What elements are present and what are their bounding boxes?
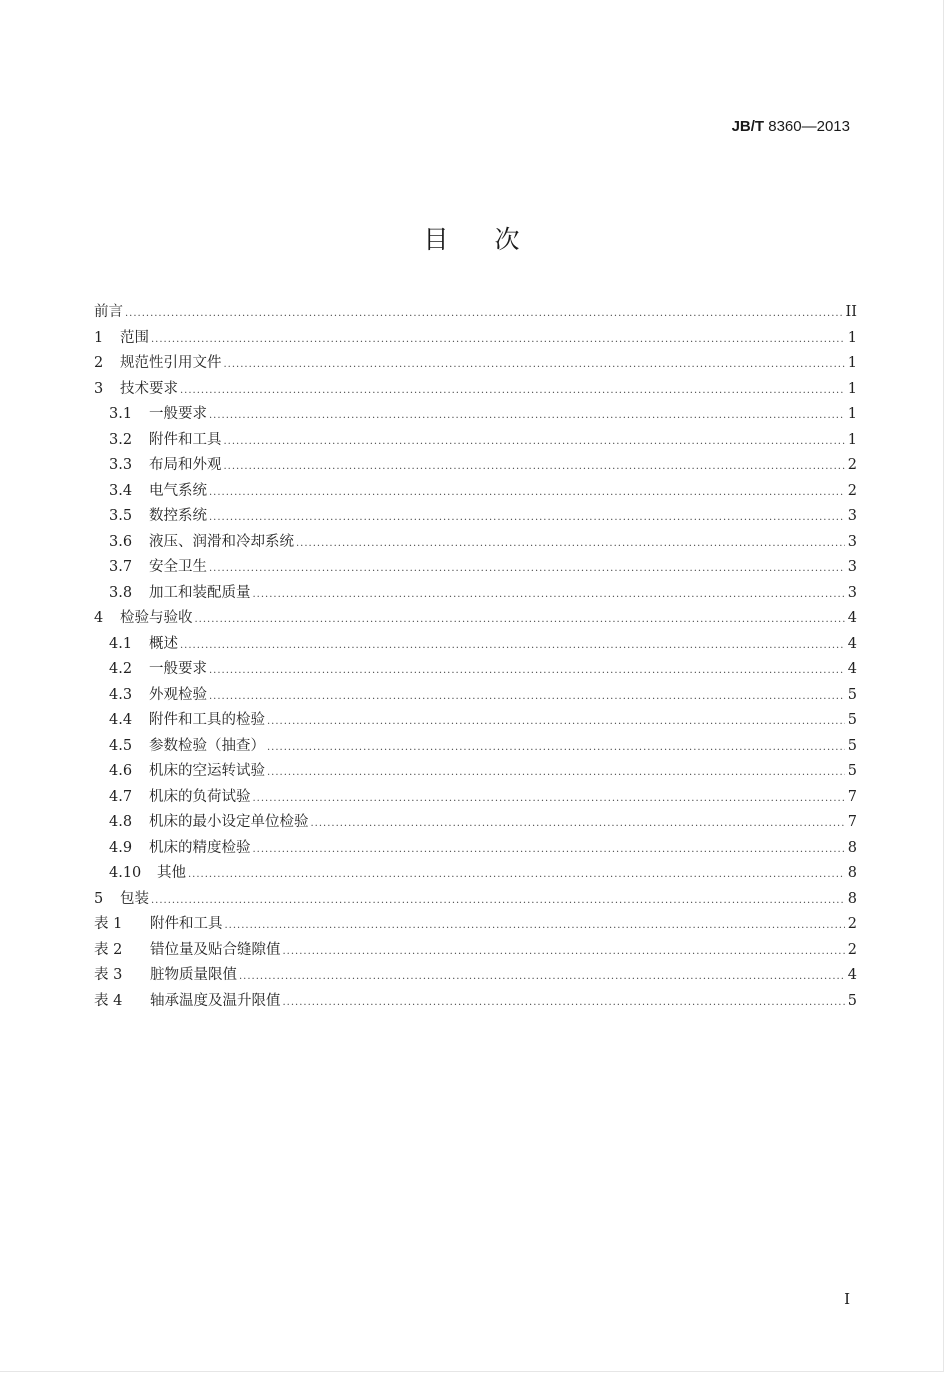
toc-entry-label: 加工和装配质量 — [149, 584, 251, 601]
toc-entry-page: 4 — [847, 610, 857, 626]
toc-entry[interactable] — [94, 912, 857, 938]
toc-entry-label: 附件和工具 — [149, 431, 222, 448]
toc-entry-page: 1 — [847, 329, 857, 346]
toc-entry-number: 3.7 — [109, 559, 133, 575]
toc-entry-page: 3 — [847, 559, 857, 575]
toc-dot-leader — [311, 811, 846, 837]
toc-dot-leader — [151, 327, 845, 353]
toc-entry-label: 电气系统 — [149, 482, 207, 499]
toc-dot-leader — [209, 658, 845, 684]
toc-entry-page: 5 — [847, 763, 857, 779]
toc-entry-label: 概述 — [149, 635, 178, 652]
toc-entry-page: 8 — [847, 839, 857, 856]
toc-dot-leader — [253, 582, 846, 608]
toc-entry-label: 前言 — [94, 304, 123, 320]
toc-entry-number: 4.5 — [109, 737, 133, 754]
toc-entry[interactable] — [94, 326, 857, 352]
toc-dot-leader — [125, 301, 844, 327]
toc-entry-number: 3 — [94, 380, 104, 397]
toc-dot-leader — [253, 837, 846, 863]
toc-entry-label: 数控系统 — [149, 508, 207, 524]
toc-entry[interactable] — [94, 479, 857, 505]
toc-entry-number: 5 — [94, 890, 104, 907]
toc-entry-page: 7 — [847, 788, 857, 805]
toc-entry[interactable] — [94, 402, 857, 428]
toc-dot-leader — [267, 760, 845, 786]
toc-entry-label: 参数检验（抽查） — [149, 737, 265, 754]
toc-dot-leader — [188, 862, 845, 888]
toc-dot-leader — [209, 684, 845, 710]
toc-entry[interactable] — [94, 351, 857, 377]
toc-entry-label: 附件和工具 — [150, 916, 223, 932]
toc-entry-page: 5 — [847, 992, 857, 1009]
toc-entry-number: 4.10 — [109, 865, 142, 881]
toc-dot-leader — [239, 964, 845, 990]
toc-entry[interactable] — [94, 632, 857, 658]
toc-entry[interactable] — [94, 963, 857, 989]
toc-entry[interactable] — [94, 836, 857, 862]
toc-entry-number: 3.5 — [109, 508, 133, 524]
toc-entry-number: 3.3 — [109, 457, 133, 473]
toc-entry[interactable] — [94, 861, 857, 887]
standard-prefix: JB/T — [731, 118, 765, 135]
toc-dot-leader — [296, 531, 845, 557]
toc-entry[interactable] — [94, 606, 857, 632]
toc-entry[interactable] — [94, 581, 857, 607]
toc-dot-leader — [224, 352, 846, 378]
toc-entry-number: 3.4 — [109, 482, 133, 499]
toc-entry-page: 3 — [847, 584, 857, 601]
toc-entry-page: 8 — [847, 865, 857, 881]
toc-dot-leader — [267, 735, 845, 761]
toc-dot-leader — [209, 480, 845, 506]
toc-entry-number: 4.9 — [109, 839, 133, 856]
toc-entry[interactable] — [94, 989, 857, 1015]
toc-dot-leader — [267, 709, 845, 735]
toc-entry-label: 机床的空运转试验 — [149, 763, 265, 779]
toc-entry-number: 表 3 — [94, 967, 123, 983]
toc-entry-number: 表 1 — [94, 916, 123, 932]
toc-entry[interactable] — [94, 657, 857, 683]
toc-dot-leader — [151, 888, 845, 914]
toc-dot-leader — [225, 913, 846, 939]
toc-entry[interactable] — [94, 887, 857, 913]
toc-entry[interactable] — [94, 810, 857, 836]
table-of-contents — [94, 300, 857, 1014]
toc-entry-number: 4.1 — [109, 635, 133, 652]
toc-entry-label: 机床的精度检验 — [149, 839, 251, 856]
toc-entry-page: 4 — [847, 635, 857, 652]
toc-entry[interactable] — [94, 555, 857, 581]
toc-entry-label: 包装 — [120, 890, 149, 907]
toc-entry-number: 4 — [94, 610, 104, 626]
toc-entry-page: 1 — [847, 380, 857, 397]
toc-entry-label: 其他 — [157, 865, 186, 881]
toc-entry-number: 4.7 — [109, 788, 133, 805]
toc-entry-page: 2 — [847, 916, 857, 932]
toc-entry-page: 5 — [847, 712, 857, 728]
toc-entry-page: 1 — [847, 406, 857, 422]
toc-entry[interactable] — [94, 453, 857, 479]
toc-entry[interactable] — [94, 708, 857, 734]
toc-entry-page: 3 — [847, 508, 857, 524]
toc-entry-number: 3.1 — [109, 406, 133, 422]
toc-entry-page: 1 — [847, 431, 857, 448]
toc-entry-number: 4.3 — [109, 686, 133, 703]
toc-entry-number: 1 — [94, 329, 104, 346]
toc-entry-label: 机床的负荷试验 — [149, 788, 251, 805]
toc-entry[interactable] — [94, 504, 857, 530]
toc-entry-page: 1 — [847, 355, 857, 371]
toc-entry-label: 一般要求 — [149, 661, 207, 677]
toc-entry-label: 安全卫生 — [149, 559, 207, 575]
toc-entry[interactable] — [94, 377, 857, 403]
toc-dot-leader — [224, 454, 846, 480]
toc-entry-number: 2 — [94, 355, 104, 371]
toc-entry-page: 7 — [847, 814, 857, 830]
toc-entry-label: 脏物质量限值 — [150, 967, 237, 983]
toc-entry-number: 3.8 — [109, 584, 133, 601]
toc-entry-page: 4 — [847, 967, 857, 983]
toc-entry-label: 机床的最小设定单位检验 — [149, 814, 309, 830]
toc-entry-label: 范围 — [120, 329, 149, 346]
toc-entry-number: 3.6 — [109, 533, 133, 550]
toc-entry[interactable] — [94, 683, 857, 709]
standard-number — [732, 118, 850, 135]
toc-entry-page: II — [845, 304, 857, 320]
toc-entry-label: 一般要求 — [149, 406, 207, 422]
toc-entry-label: 检验与验收 — [120, 610, 193, 626]
toc-entry-label: 错位量及贴合缝隙值 — [150, 941, 281, 958]
toc-entry-label: 轴承温度及温升限值 — [150, 992, 281, 1009]
toc-entry[interactable] — [94, 530, 857, 556]
toc-entry-page: 2 — [847, 457, 857, 473]
page-number: I — [844, 1290, 850, 1308]
standard-code: 8360—2013 — [768, 118, 850, 135]
toc-entry-page: 8 — [847, 890, 857, 907]
toc-dot-leader — [283, 939, 846, 965]
page-title: 目次 — [423, 225, 566, 254]
toc-entry-number: 4.6 — [109, 763, 133, 779]
toc-entry-page: 5 — [847, 686, 857, 703]
toc-entry[interactable] — [94, 759, 857, 785]
toc-entry-label: 液压、润滑和冷却系统 — [149, 533, 294, 550]
toc-entry-number: 4.8 — [109, 814, 133, 830]
toc-entry-page: 2 — [847, 482, 857, 499]
toc-dot-leader — [224, 429, 846, 455]
toc-entry-page: 2 — [847, 941, 857, 958]
toc-entry-page: 5 — [847, 737, 857, 754]
toc-dot-leader — [283, 990, 846, 1016]
toc-dot-leader — [209, 505, 845, 531]
toc-entry-page: 3 — [847, 533, 857, 550]
toc-entry[interactable] — [94, 938, 857, 964]
toc-entry-page: 4 — [847, 661, 857, 677]
toc-dot-leader — [180, 633, 845, 659]
toc-entry-number: 表 2 — [94, 941, 123, 958]
toc-entry[interactable] — [94, 734, 857, 760]
toc-entry-label: 技术要求 — [120, 380, 178, 397]
toc-entry-number: 3.2 — [109, 431, 133, 448]
toc-dot-leader — [209, 403, 845, 429]
toc-entry[interactable] — [94, 785, 857, 811]
toc-entry-label: 规范性引用文件 — [120, 355, 222, 371]
toc-dot-leader — [195, 607, 846, 633]
toc-entry-label: 外观检验 — [149, 686, 207, 703]
toc-entry-label: 附件和工具的检验 — [149, 712, 265, 728]
toc-entry-number: 4.4 — [109, 712, 133, 728]
toc-entry-number: 4.2 — [109, 661, 133, 677]
toc-dot-leader — [180, 378, 845, 404]
toc-entry-number: 表 4 — [94, 992, 123, 1009]
toc-entry[interactable] — [94, 428, 857, 454]
toc-dot-leader — [209, 556, 845, 582]
toc-dot-leader — [253, 786, 846, 812]
toc-entry-label: 布局和外观 — [149, 457, 222, 473]
toc-entry[interactable] — [94, 300, 857, 326]
